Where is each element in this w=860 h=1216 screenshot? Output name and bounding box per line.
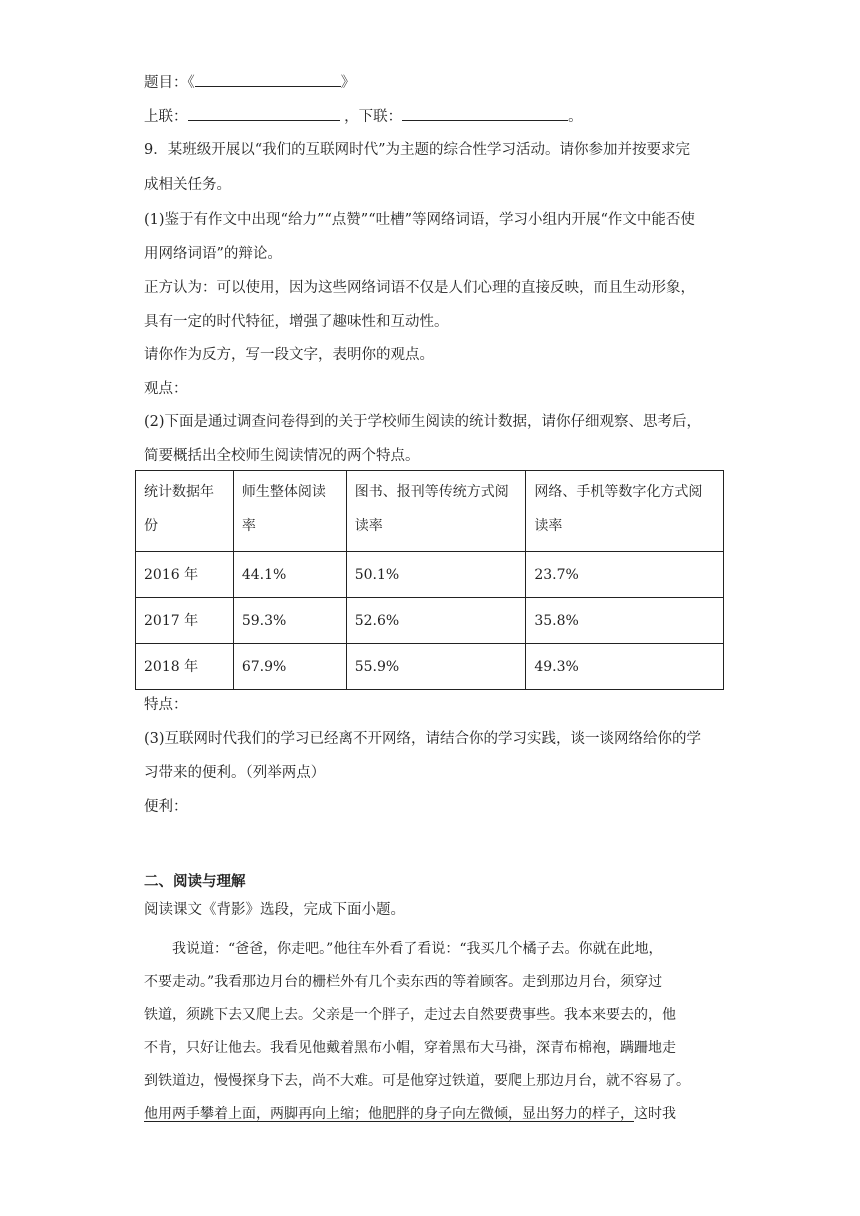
table-row — [136, 598, 724, 644]
passage-line: 到铁道边，慢慢探身下去，尚不大难。可是他穿过铁道，要爬上那边月台，就不容易了。 — [144, 1073, 690, 1089]
table-cell: 23.7% — [526, 552, 724, 598]
con-side-prompt: 请你作为反方，写一段文字，表明你的观点。 — [144, 347, 434, 363]
table-cell: 2017 年 — [136, 598, 234, 644]
passage-line-rest: 这时我 — [634, 1106, 676, 1122]
table-cell: 55.9% — [346, 644, 526, 690]
subquestion-3-text-cont: 习带来的便利。（列举两点） — [144, 765, 326, 781]
viewpoint-label: 观点： — [144, 381, 188, 397]
subquestion-3-text: (3)互联网时代我们的学习已经离不开网络，请结合你的学习实践，谈一谈网络给你的学 — [144, 731, 702, 747]
table-cell: 50.1% — [346, 552, 526, 598]
table-header-row — [136, 471, 724, 552]
passage-line: 不肯，只好让他去。我看见他戴着黑布小帽，穿着黑布大马褂，深青布棉袍，蹒跚地走 — [144, 1040, 676, 1056]
table-header-cell: 网络、手机等数字化方式阅 读率 — [526, 471, 724, 552]
couplet-up-label: 上联： — [144, 109, 188, 125]
table-header-cell: 图书、报刊等传统方式阅 读率 — [346, 471, 526, 552]
convenience-label: 便利： — [144, 799, 188, 815]
couplet-line — [144, 106, 583, 127]
underlined-sentence: 他用两手攀着上面，两脚再向上缩；他肥胖的身子向左微倾，显出努力的样子， — [144, 1106, 634, 1122]
couplet-end: 。 — [568, 109, 583, 125]
passage-line: 铁道，须跳下去又爬上去。父亲是一个胖子，走过去自然要费事些。我本来要去的，他 — [144, 1007, 676, 1023]
passage-line: 我说道：“爸爸，你走吧。”他往车外看了看说：“我买几个橘子去。你就在此地， — [144, 941, 663, 957]
couplet-up-blank[interactable] — [188, 106, 340, 121]
title-blank[interactable] — [195, 72, 341, 87]
table-row — [136, 552, 724, 598]
table-header-cell: 统计数据年 份 — [136, 471, 234, 552]
table-cell: 49.3% — [526, 644, 724, 690]
pro-side-text: 正方认为：可以使用，因为这些网络词语不仅是人们心理的直接反映，而且生动形象， — [144, 280, 695, 296]
table-cell: 2018 年 — [136, 644, 234, 690]
passage-line: 不要走动。”我看那边月台的栅栏外有几个卖东西的等着顾客。走到那边月台，须穿过 — [144, 974, 663, 990]
table-cell: 59.3% — [233, 598, 346, 644]
subquestion-1-text-cont: 用网络词语”的辩论。 — [144, 246, 282, 262]
table-cell: 44.1% — [233, 552, 346, 598]
subquestion-2-text: (2)下面是通过调查问卷得到的关于学校师生阅读的统计数据，请你仔细观察、思考后， — [144, 414, 702, 430]
table-cell: 2016 年 — [136, 552, 234, 598]
couplet-down-blank[interactable] — [402, 106, 568, 121]
table-cell: 52.6% — [346, 598, 526, 644]
table-cell: 35.8% — [526, 598, 724, 644]
table-row — [136, 644, 724, 690]
title-line — [144, 72, 355, 93]
subquestion-2-text-cont: 简要概括出全校师生阅读情况的两个特点。 — [144, 448, 420, 464]
table-header-cell: 师生整体阅读 率 — [233, 471, 346, 552]
reading-statistics-table — [135, 470, 724, 690]
question-9-text-cont: 成相关任务。 — [144, 177, 231, 193]
section-2-heading: 二、阅读与理解 — [144, 874, 246, 890]
pro-side-text-cont: 具有一定的时代特征，增强了趣味性和互动性。 — [144, 314, 449, 330]
features-label: 特点： — [144, 697, 188, 713]
table-cell: 67.9% — [233, 644, 346, 690]
title-end: 》 — [340, 75, 356, 91]
subquestion-1-text: (1)鉴于有作文中出现“给力”“点赞”“吐槽”等网络词语，学习小组内开展“作文中能否使 — [144, 212, 695, 228]
couplet-down-label: ，下联： — [344, 109, 403, 125]
reading-intro: 阅读课文《背影》选段，完成下面小题。 — [144, 902, 405, 918]
passage-line — [144, 1098, 726, 1131]
question-9-text: 9．某班级开展以“我们的互联网时代”为主题的综合性学习活动。请你参加并按要求完 — [144, 142, 691, 158]
passage-text — [144, 933, 726, 1131]
title-label: 题目：《 — [144, 75, 195, 91]
